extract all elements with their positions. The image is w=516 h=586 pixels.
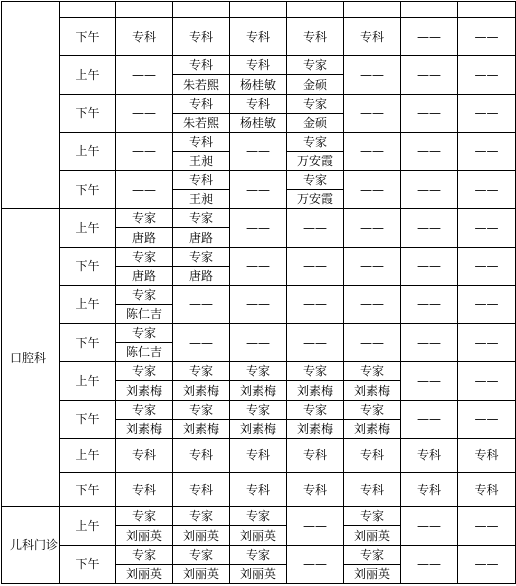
clinic-type: 专家 bbox=[173, 401, 229, 420]
schedule-cell: 专科 bbox=[173, 438, 230, 472]
schedule-cell: —— bbox=[401, 94, 458, 132]
schedule-cell: 专科 bbox=[230, 18, 287, 56]
clinic-type: 专家 bbox=[116, 209, 172, 228]
cell-split bbox=[116, 209, 172, 246]
clinic-type: 专家 bbox=[287, 56, 343, 75]
clinic-type: 专家 bbox=[230, 362, 286, 381]
schedule-cell bbox=[230, 545, 287, 583]
cell-split bbox=[173, 546, 229, 583]
schedule-cell: —— bbox=[401, 56, 458, 94]
schedule-cell: —— bbox=[401, 18, 458, 56]
schedule-row bbox=[2, 56, 516, 94]
schedule-cell bbox=[458, 2, 516, 18]
schedule-cell: —— bbox=[230, 209, 287, 247]
doctor-name: 金硕 bbox=[302, 77, 327, 92]
schedule-cell bbox=[287, 400, 344, 438]
doctor-name: 刘丽英 bbox=[239, 528, 276, 543]
clinic-type: 专家 bbox=[344, 362, 400, 381]
doctor-name: 王昶 bbox=[188, 154, 213, 169]
schedule-cell bbox=[173, 209, 230, 247]
clinic-type: 专家 bbox=[344, 546, 400, 565]
schedule-cell: —— bbox=[458, 56, 516, 94]
clinic-type: 专家 bbox=[173, 248, 229, 267]
clinic-type: 专家 bbox=[230, 507, 286, 526]
clinic-type: 专家 bbox=[230, 546, 286, 565]
period-label: 上午 bbox=[60, 56, 116, 94]
clinic-type: 专家 bbox=[116, 286, 172, 305]
schedule-cell: —— bbox=[458, 18, 516, 56]
doctor-name: 刘素梅 bbox=[239, 421, 276, 436]
doctor-name: 刘丽英 bbox=[182, 528, 219, 543]
doctor-name: 陈仁吉 bbox=[125, 307, 162, 322]
clinic-type: 专家 bbox=[116, 362, 172, 381]
schedule-cell: 专科 bbox=[458, 473, 516, 507]
schedule-cell: —— bbox=[287, 209, 344, 247]
period-label: 下午 bbox=[60, 400, 116, 438]
cell-split bbox=[116, 546, 172, 583]
cell-split bbox=[230, 95, 286, 132]
schedule-cell: —— bbox=[287, 507, 344, 545]
schedule-cell: —— bbox=[458, 247, 516, 285]
schedule-cell: 专科 bbox=[287, 438, 344, 472]
period-label: 下午 bbox=[60, 247, 116, 285]
schedule-table bbox=[1, 1, 516, 584]
schedule-cell: 专科 bbox=[173, 473, 230, 507]
doctor-name: 朱若熙 bbox=[182, 77, 219, 92]
doctor-name: 王昶 bbox=[188, 192, 213, 207]
clinic-type: 专家 bbox=[116, 401, 172, 420]
cell-split bbox=[344, 362, 400, 399]
schedule-cell: —— bbox=[173, 324, 230, 362]
schedule-cell: —— bbox=[230, 171, 287, 209]
schedule-cell bbox=[287, 56, 344, 94]
cell-split bbox=[116, 286, 172, 323]
period-label bbox=[60, 2, 116, 18]
cell-split bbox=[230, 362, 286, 399]
schedule-cell bbox=[173, 545, 230, 583]
schedule-cell: —— bbox=[116, 171, 173, 209]
schedule-cell: 专科 bbox=[344, 473, 401, 507]
department-name: 口腔科 bbox=[2, 209, 60, 507]
period-label: 下午 bbox=[60, 324, 116, 362]
schedule-cell bbox=[116, 545, 173, 583]
cell-split bbox=[287, 95, 343, 132]
schedule-cell bbox=[344, 545, 401, 583]
schedule-cell bbox=[230, 2, 287, 18]
cell-split bbox=[116, 324, 172, 361]
doctor-name: 唐路 bbox=[188, 268, 213, 283]
schedule-cell: —— bbox=[344, 324, 401, 362]
cell-split bbox=[173, 171, 229, 208]
schedule-cell bbox=[116, 400, 173, 438]
doctor-name: 刘丽英 bbox=[182, 566, 219, 581]
schedule-cell bbox=[116, 247, 173, 285]
doctor-name: 杨桂敏 bbox=[239, 115, 276, 130]
schedule-cell bbox=[287, 94, 344, 132]
schedule-cell bbox=[116, 285, 173, 323]
cell-split bbox=[173, 209, 229, 246]
doctor-name: 刘丽英 bbox=[239, 566, 276, 581]
schedule-cell bbox=[401, 2, 458, 18]
period-label: 下午 bbox=[60, 18, 116, 56]
clinic-type: 专科 bbox=[173, 133, 229, 152]
schedule-cell: —— bbox=[458, 400, 516, 438]
schedule-cell bbox=[173, 247, 230, 285]
clinic-type: 专家 bbox=[116, 248, 172, 267]
schedule-row bbox=[2, 2, 516, 18]
cell-split bbox=[230, 56, 286, 93]
schedule-cell bbox=[173, 2, 230, 18]
schedule-cell: 专科 bbox=[116, 18, 173, 56]
schedule-cell: —— bbox=[458, 545, 516, 583]
doctor-name: 唐路 bbox=[131, 230, 156, 245]
cell-split bbox=[344, 546, 400, 583]
doctor-name: 金硕 bbox=[302, 115, 327, 130]
schedule-cell bbox=[116, 209, 173, 247]
schedule-row bbox=[2, 473, 516, 507]
cell-split bbox=[173, 401, 229, 438]
clinic-type: 专家 bbox=[173, 546, 229, 565]
cell-split bbox=[230, 546, 286, 583]
clinic-type: 专家 bbox=[287, 171, 343, 190]
schedule-row bbox=[2, 545, 516, 583]
schedule-cell: 专科 bbox=[344, 438, 401, 472]
clinic-type: 专家 bbox=[287, 362, 343, 381]
schedule-cell: —— bbox=[116, 94, 173, 132]
doctor-name: 刘素梅 bbox=[239, 383, 276, 398]
cell-split bbox=[287, 362, 343, 399]
schedule-cell: 专科 bbox=[116, 473, 173, 507]
cell-split bbox=[116, 507, 172, 544]
clinic-type: 专家 bbox=[116, 324, 172, 343]
schedule-cell: —— bbox=[230, 247, 287, 285]
schedule-cell: 专科 bbox=[287, 473, 344, 507]
period-label: 下午 bbox=[60, 545, 116, 583]
doctor-name: 朱若熙 bbox=[182, 115, 219, 130]
schedule-cell: —— bbox=[287, 285, 344, 323]
cell-split bbox=[344, 401, 400, 438]
schedule-row bbox=[2, 400, 516, 438]
schedule-cell: —— bbox=[401, 285, 458, 323]
schedule-cell bbox=[116, 2, 173, 18]
schedule-cell: 专科 bbox=[116, 438, 173, 472]
period-label: 下午 bbox=[60, 171, 116, 209]
schedule-cell bbox=[344, 400, 401, 438]
schedule-cell: —— bbox=[458, 94, 516, 132]
schedule-cell bbox=[173, 400, 230, 438]
clinic-type: 专家 bbox=[287, 401, 343, 420]
schedule-cell: —— bbox=[287, 324, 344, 362]
schedule-cell bbox=[230, 362, 287, 400]
period-label: 下午 bbox=[60, 473, 116, 507]
schedule-cell: —— bbox=[287, 545, 344, 583]
clinic-type: 专科 bbox=[230, 56, 286, 75]
period-label: 上午 bbox=[60, 132, 116, 170]
schedule-body bbox=[2, 2, 516, 584]
clinic-type: 专科 bbox=[173, 56, 229, 75]
schedule-cell bbox=[173, 507, 230, 545]
cell-split bbox=[344, 507, 400, 544]
clinic-type: 专科 bbox=[173, 171, 229, 190]
doctor-name: 刘素梅 bbox=[353, 383, 390, 398]
clinic-type: 专家 bbox=[344, 507, 400, 526]
schedule-cell: —— bbox=[401, 545, 458, 583]
schedule-cell: —— bbox=[458, 507, 516, 545]
clinic-type: 专家 bbox=[344, 401, 400, 420]
doctor-name: 唐路 bbox=[188, 230, 213, 245]
schedule-cell: 专科 bbox=[230, 473, 287, 507]
cell-split bbox=[173, 56, 229, 93]
cell-split bbox=[116, 248, 172, 285]
schedule-cell: —— bbox=[344, 247, 401, 285]
clinic-type: 专家 bbox=[287, 95, 343, 114]
schedule-cell: —— bbox=[344, 94, 401, 132]
period-label: 上午 bbox=[60, 285, 116, 323]
cell-split bbox=[287, 401, 343, 438]
schedule-cell: 专科 bbox=[173, 18, 230, 56]
cell-split bbox=[173, 362, 229, 399]
schedule-cell: —— bbox=[458, 209, 516, 247]
schedule-cell bbox=[287, 171, 344, 209]
schedule-cell: 专科 bbox=[401, 438, 458, 472]
schedule-cell bbox=[344, 362, 401, 400]
cell-split bbox=[287, 171, 343, 208]
schedule-cell bbox=[344, 2, 401, 18]
schedule-row bbox=[2, 18, 516, 56]
schedule-cell: —— bbox=[344, 285, 401, 323]
schedule-cell: —— bbox=[458, 132, 516, 170]
schedule-cell: 专科 bbox=[287, 18, 344, 56]
doctor-name: 万安霞 bbox=[296, 192, 333, 207]
schedule-cell: —— bbox=[401, 400, 458, 438]
clinic-type: 专家 bbox=[116, 546, 172, 565]
schedule-cell: —— bbox=[344, 209, 401, 247]
schedule-cell: —— bbox=[401, 362, 458, 400]
schedule-row bbox=[2, 94, 516, 132]
schedule-cell: —— bbox=[401, 171, 458, 209]
doctor-name: 刘素梅 bbox=[296, 421, 333, 436]
schedule-cell: —— bbox=[230, 324, 287, 362]
doctor-name: 唐路 bbox=[131, 268, 156, 283]
department-name: 儿科门诊 bbox=[2, 507, 60, 584]
schedule-cell: 专科 bbox=[230, 438, 287, 472]
schedule-row bbox=[2, 247, 516, 285]
schedule-cell bbox=[230, 94, 287, 132]
schedule-cell: 专科 bbox=[401, 473, 458, 507]
schedule-cell: —— bbox=[344, 171, 401, 209]
clinic-type: 专家 bbox=[287, 133, 343, 152]
doctor-name: 杨桂敏 bbox=[239, 77, 276, 92]
schedule-cell bbox=[173, 171, 230, 209]
period-label: 上午 bbox=[60, 209, 116, 247]
schedule-cell: —— bbox=[230, 285, 287, 323]
clinic-type: 专家 bbox=[230, 401, 286, 420]
cell-split bbox=[230, 507, 286, 544]
doctor-name: 刘丽英 bbox=[353, 528, 390, 543]
schedule-cell: —— bbox=[116, 132, 173, 170]
doctor-name: 刘素梅 bbox=[353, 421, 390, 436]
schedule-cell bbox=[173, 94, 230, 132]
schedule-cell: —— bbox=[116, 56, 173, 94]
period-label: 下午 bbox=[60, 94, 116, 132]
schedule-cell: —— bbox=[344, 132, 401, 170]
cell-split bbox=[173, 248, 229, 285]
doctor-name: 刘丽英 bbox=[125, 566, 162, 581]
schedule-cell bbox=[287, 132, 344, 170]
schedule-row bbox=[2, 132, 516, 170]
clinic-type: 专科 bbox=[173, 95, 229, 114]
doctor-name: 刘素梅 bbox=[125, 383, 162, 398]
schedule-cell: —— bbox=[401, 507, 458, 545]
schedule-cell bbox=[173, 56, 230, 94]
schedule-cell: 专科 bbox=[344, 18, 401, 56]
doctor-name: 刘素梅 bbox=[125, 421, 162, 436]
cell-split bbox=[230, 401, 286, 438]
cell-split bbox=[173, 133, 229, 170]
schedule-cell: 专科 bbox=[458, 438, 516, 472]
schedule-cell: —— bbox=[401, 132, 458, 170]
cell-split bbox=[173, 95, 229, 132]
schedule-row bbox=[2, 438, 516, 472]
schedule-row bbox=[2, 324, 516, 362]
period-label: 上午 bbox=[60, 362, 116, 400]
cell-split bbox=[287, 133, 343, 170]
schedule-cell: —— bbox=[458, 171, 516, 209]
schedule-cell: —— bbox=[344, 56, 401, 94]
cell-split bbox=[116, 401, 172, 438]
clinic-type: 专家 bbox=[116, 507, 172, 526]
schedule-row bbox=[2, 285, 516, 323]
schedule-cell bbox=[230, 400, 287, 438]
schedule-row bbox=[2, 362, 516, 400]
schedule-cell bbox=[173, 362, 230, 400]
cell-split bbox=[116, 362, 172, 399]
schedule-cell bbox=[344, 507, 401, 545]
department-name bbox=[2, 2, 60, 209]
clinic-type: 专家 bbox=[173, 209, 229, 228]
schedule-row bbox=[2, 507, 516, 545]
schedule-cell: —— bbox=[401, 247, 458, 285]
schedule-cell: —— bbox=[230, 132, 287, 170]
schedule-cell bbox=[116, 362, 173, 400]
schedule-cell: —— bbox=[458, 324, 516, 362]
schedule-row bbox=[2, 171, 516, 209]
doctor-name: 万安霞 bbox=[296, 154, 333, 169]
cell-split bbox=[287, 56, 343, 93]
schedule-cell: —— bbox=[173, 285, 230, 323]
clinic-type: 专科 bbox=[230, 95, 286, 114]
schedule-cell: —— bbox=[458, 362, 516, 400]
schedule-cell bbox=[230, 507, 287, 545]
clinic-type: 专家 bbox=[173, 362, 229, 381]
period-label: 上午 bbox=[60, 507, 116, 545]
period-label: 上午 bbox=[60, 438, 116, 472]
schedule-cell bbox=[230, 56, 287, 94]
schedule-cell: —— bbox=[401, 324, 458, 362]
schedule-row bbox=[2, 209, 516, 247]
doctor-name: 刘丽英 bbox=[125, 528, 162, 543]
schedule-cell bbox=[116, 507, 173, 545]
schedule-cell bbox=[116, 324, 173, 362]
doctor-name: 刘素梅 bbox=[182, 421, 219, 436]
schedule-cell bbox=[173, 132, 230, 170]
doctor-name: 刘丽英 bbox=[353, 566, 390, 581]
doctor-name: 刘素梅 bbox=[296, 383, 333, 398]
clinic-type: 专家 bbox=[173, 507, 229, 526]
doctor-name: 刘素梅 bbox=[182, 383, 219, 398]
schedule-cell: —— bbox=[287, 247, 344, 285]
schedule-cell bbox=[287, 362, 344, 400]
schedule-cell: —— bbox=[401, 209, 458, 247]
schedule-cell: —— bbox=[458, 285, 516, 323]
schedule-cell bbox=[287, 2, 344, 18]
doctor-name: 陈仁吉 bbox=[125, 345, 162, 360]
cell-split bbox=[173, 507, 229, 544]
